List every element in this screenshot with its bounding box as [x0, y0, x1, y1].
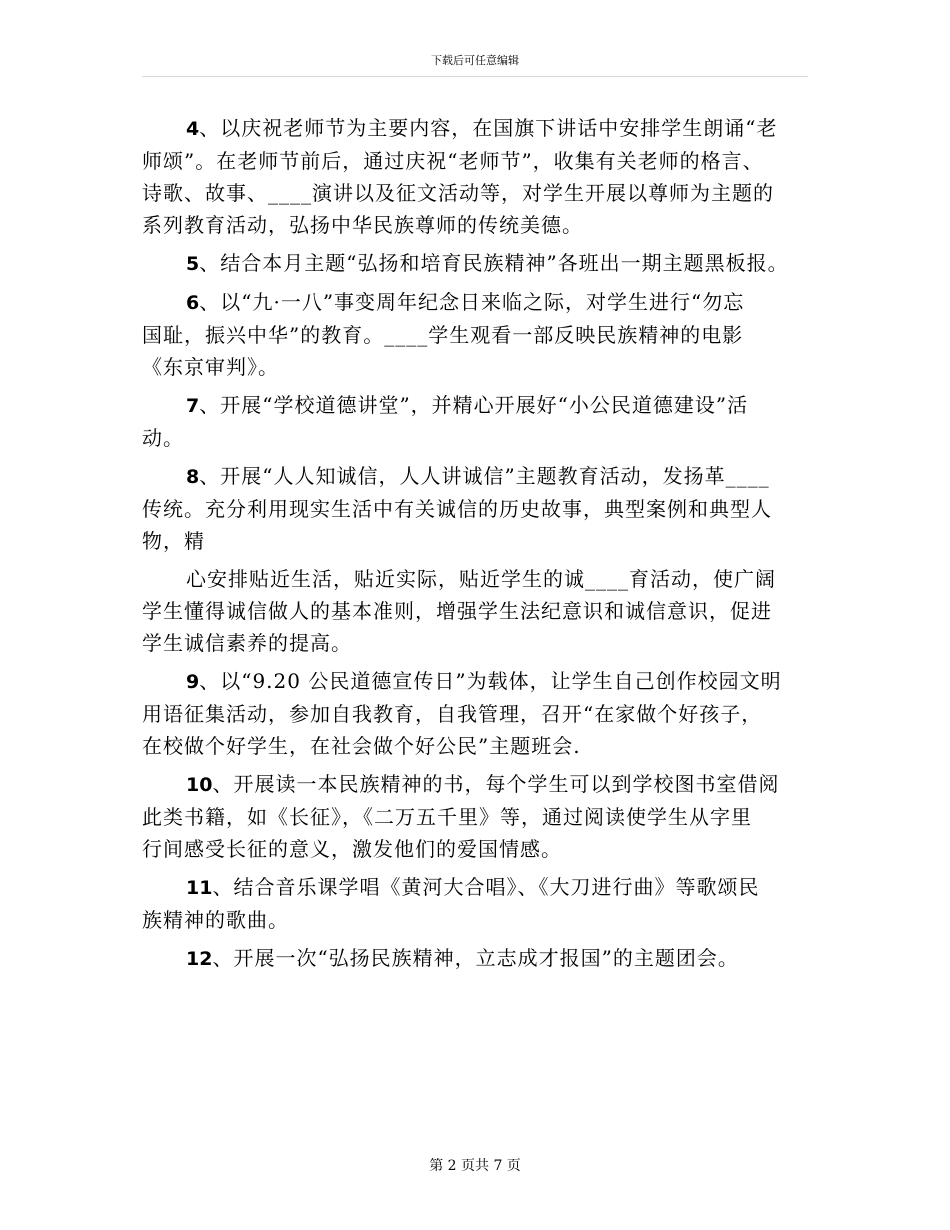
item-line: 动。	[142, 426, 184, 450]
item-line: 物，精	[142, 529, 205, 553]
item-line: 国耻，振兴中华”的教育。____学生观看一部反映民族精神的电影	[142, 323, 744, 347]
item-line: 在校做个好学生，在社会做个好公民”主题班会.	[142, 734, 581, 758]
list-item	[142, 247, 832, 280]
item-line: 10、开展读一本民族精神的书，每个学生可以到学校图书室借阅	[186, 772, 780, 796]
page-footer: 第 2 页共 7 页	[429, 1158, 521, 1174]
item-line: 12、开展一次“弘扬民族精神，立志成才报国”的主题团会。	[186, 946, 739, 970]
item-line: 用语征集活动，参加自我教育，自我管理，召开“在家做个好孩子，	[142, 702, 763, 726]
item-line: 学生懂得诚信做人的基本准则，增强学生法纪意识和诚信意识，促进	[142, 599, 772, 623]
item-number: 7	[186, 395, 200, 417]
item-line: 族精神的歌曲。	[142, 908, 289, 932]
item-line: 6、以“九·一八”事变周年纪念日来临之际，对学生进行“勿忘	[186, 290, 745, 314]
item-line: 心安排贴近生活，贴近实际，贴近学生的诚____育活动，使广阔	[186, 567, 776, 591]
item-number: 5	[186, 253, 200, 275]
item-line: 8、开展“人人知诚信，人人讲诚信”主题教育活动，发扬革____	[186, 464, 770, 488]
item-line: 行间感受长征的意义，激发他们的爱国情感。	[142, 837, 562, 861]
item-number: 4	[186, 118, 200, 140]
item-line: 《东京审判》。	[142, 355, 279, 379]
item-line: 系列教育活动，弘扬中华民族尊师的传统美德。	[142, 213, 583, 237]
list-item	[142, 665, 832, 762]
item-line: 师颂”。在老师节前后，通过庆祝“老师节”，收集有关老师的格言、	[142, 149, 764, 173]
item-line: 5、结合本月主题“弘扬和培育民族精神”各班出一期主题黑板报。	[186, 251, 789, 275]
list-item	[142, 286, 832, 383]
item-number: 12	[186, 948, 213, 970]
document-body	[142, 112, 832, 981]
item-line: 7、开展“学校道德讲堂”，并精心开展好“小公民道德建设”活	[186, 393, 749, 417]
item-line: 传统。充分利用现实生活中有关诚信的历史故事，典型案例和典型人	[142, 497, 772, 521]
item-line: 9、以“9.20 公民道德宣传日”为载体，让学生自己创作校园文明	[186, 669, 782, 693]
list-item	[142, 112, 832, 241]
list-item-continuation	[142, 563, 832, 659]
item-number: 8	[186, 466, 200, 488]
list-item	[142, 768, 832, 865]
list-item	[142, 871, 832, 936]
list-item	[142, 460, 832, 557]
item-number: 6	[186, 292, 200, 314]
item-line: 诗歌、故事、____演讲以及征文活动等，对学生开展以尊师为主题的	[142, 181, 774, 205]
list-item	[142, 942, 832, 975]
item-number: 9	[186, 671, 200, 693]
item-line: 学生诚信素养的提高。	[142, 631, 352, 655]
item-line: 此类书籍，如《长征》，《二万五千里》等，通过阅读使学生从字里	[142, 805, 752, 829]
item-line: 11、结合音乐课学唱《黄河大合唱》、《大刀进行曲》等歌颂民	[186, 875, 760, 899]
item-line: 4、以庆祝老师节为主要内容，在国旗下讲话中安排学生朗诵“老	[186, 116, 778, 140]
item-number: 10	[186, 774, 213, 796]
item-number: 11	[186, 877, 213, 899]
page-header: 下载后可任意编辑	[431, 54, 519, 67]
list-item	[142, 389, 832, 454]
header-divider	[142, 76, 808, 77]
